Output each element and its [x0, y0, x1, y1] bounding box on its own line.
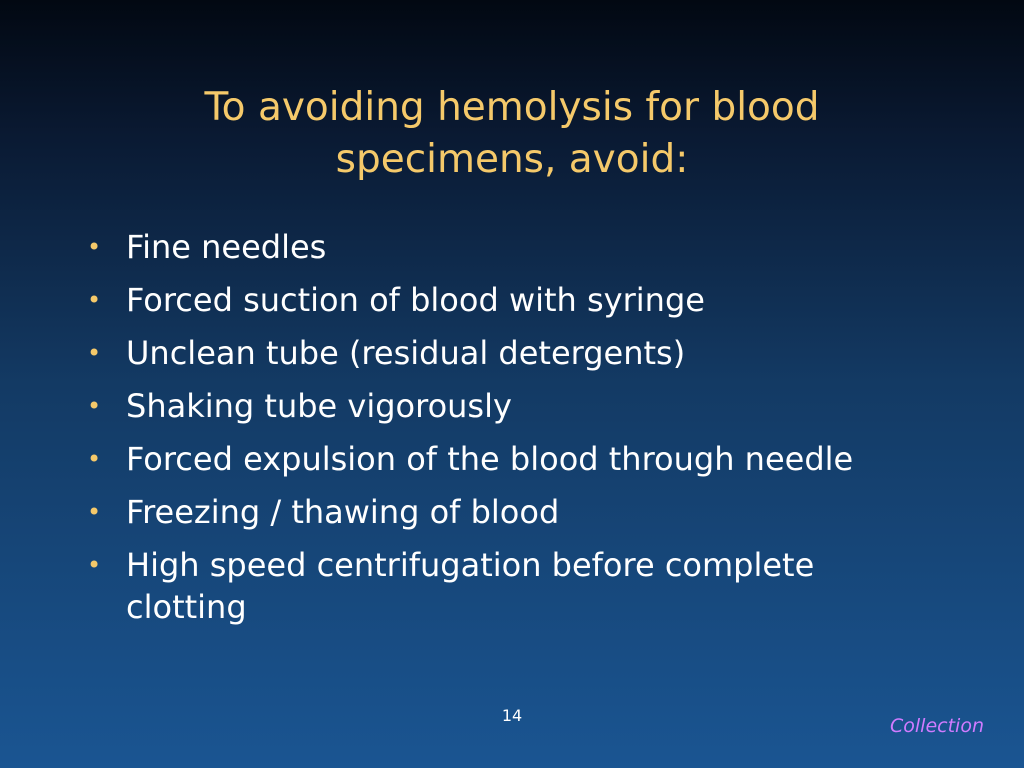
bullet-item [84, 491, 944, 533]
bullet-item [84, 438, 944, 480]
bullet-item [84, 226, 944, 268]
bullet-item [84, 279, 944, 321]
bullet-text: High speed centrifugation before complete clotting [126, 546, 815, 626]
bullet-icon: • [87, 233, 102, 261]
bullet-list [84, 226, 944, 639]
slide-number: 14 [501, 706, 523, 725]
bullet-text: Freezing / thawing of blood [126, 493, 560, 531]
bullet-text: Unclean tube (residual detergents) [126, 334, 686, 372]
bullet-text: Forced suction of blood with syringe [126, 281, 705, 319]
slide-title: To avoiding hemolysis for blood specimens, avoid: [204, 85, 820, 182]
bullet-icon: • [87, 392, 102, 420]
bullet-item [84, 385, 944, 427]
bullet-text: Shaking tube vigorously [126, 387, 512, 425]
bullet-text: Forced expulsion of the blood through needle [126, 440, 854, 478]
footer-section-label: Collection [890, 715, 984, 737]
bullet-icon: • [87, 339, 102, 367]
bullet-icon: • [87, 498, 102, 526]
bullet-icon: • [87, 551, 102, 579]
bullet-item [84, 544, 944, 628]
bullet-item [84, 332, 944, 374]
bullet-icon: • [87, 286, 102, 314]
bullet-icon: • [87, 445, 102, 473]
bullet-text: Fine needles [126, 228, 327, 266]
